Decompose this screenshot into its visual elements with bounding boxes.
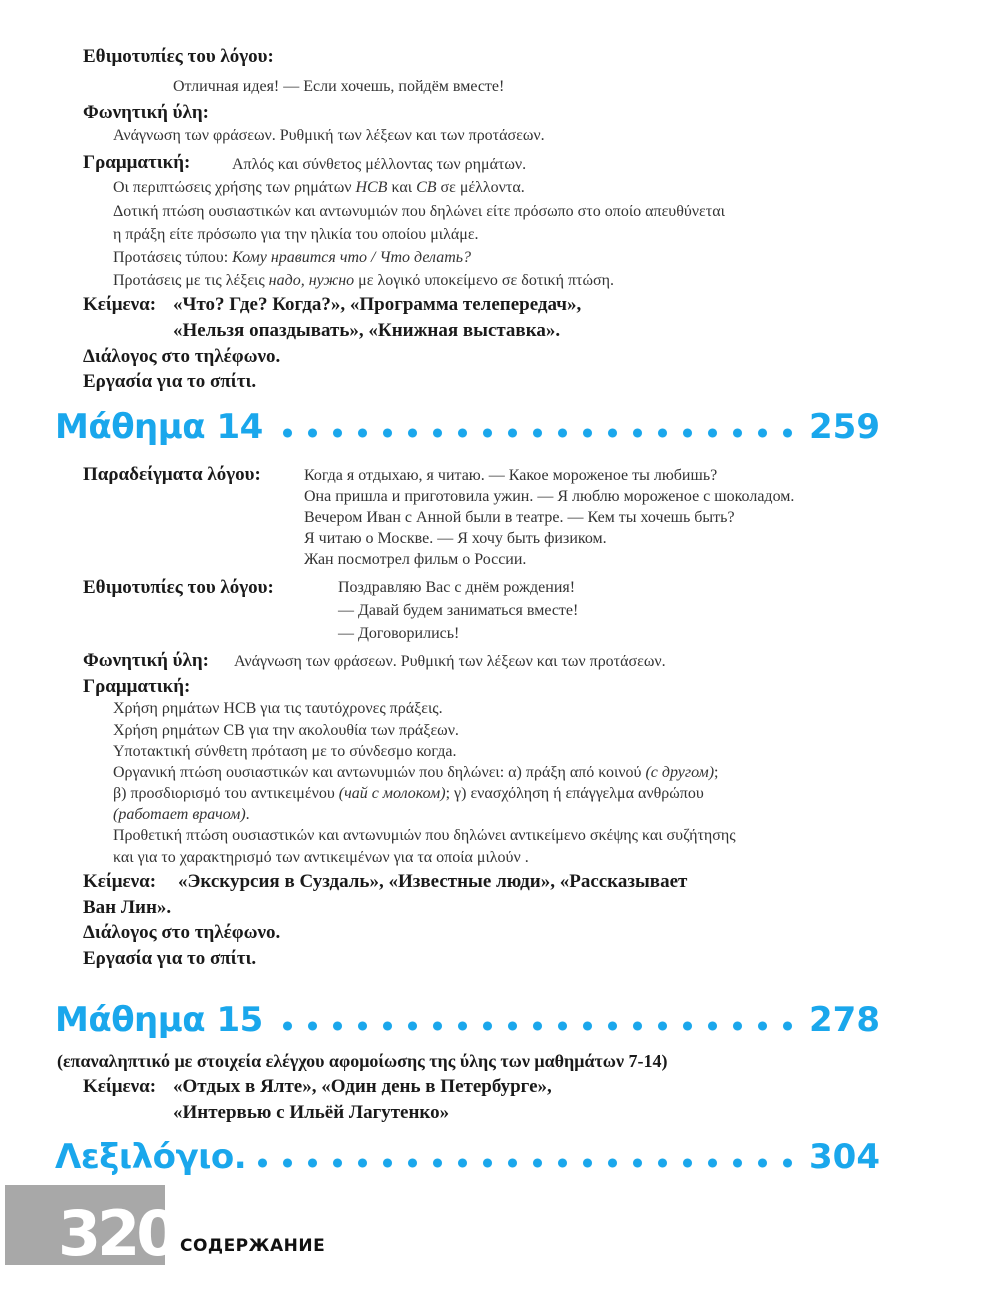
example-line: Жан посмотрел фильм о России. [304, 551, 527, 568]
footer-section-title: СОДЕРЖАНИЕ [180, 1236, 326, 1256]
texts-line: «Что? Где? Когда?», «Программа телепередач», [173, 294, 582, 315]
idiom-line: Поздравляю Вас с днём рождения! [338, 579, 576, 596]
grammar-first-line: Απλός και σύνθετος μέλλοντας των ρημάτων. [232, 156, 527, 173]
grammar-line: η πράξη είτε πρόσωπο για την ηλικία του οποίου μιλάμε. [113, 226, 479, 243]
phonetics-label: Φωνητική ύλη: [83, 650, 209, 671]
text-span: Προτάσεις τύπου: [113, 249, 233, 266]
texts-label: Κείμενα: [83, 294, 157, 315]
dot-leader [275, 1021, 797, 1031]
idioms-label: Εθιμοτυπίες του λόγου: [83, 46, 274, 67]
grammar-line [113, 806, 250, 824]
grammar-label: Γραμματική: [83, 676, 191, 697]
texts-line: «Отдых в Ялте», «Один день в Петербурге», [173, 1076, 552, 1097]
page-number: 304 [809, 1137, 880, 1177]
example-line: Вечером Иван с Анной были в театре. — Кем ты хочешь быть? [304, 509, 735, 526]
grammar-line [113, 764, 719, 782]
grammar-line [113, 249, 471, 267]
homework-line: Εργασία για το σπίτι. [83, 371, 257, 392]
italic-span: Кому нравится что / Что делать? [232, 249, 472, 266]
dialogue-line: Διάλογος στο τηλέφωνο. [83, 346, 281, 367]
grammar-line: Υποτακτική σύνθετη πρόταση με το σύνδεσμο когда. [113, 743, 457, 760]
homework-line: Εργασία για το σπίτι. [83, 948, 257, 969]
idiom-line: — Договорились! [338, 625, 460, 642]
grammar-line: Χρήση ρημάτων НСВ για τις ταυτόχρονες πράξεις. [113, 700, 443, 717]
phonetics-text: Ανάγνωση των φράσεων. Ρυθμική των λέξεων και των προτάσεων. [234, 653, 666, 670]
text-span: ; γ) ενασχόληση ή επάγγελμα ανθρώπου [445, 785, 704, 802]
grammar-line: και για το χαρακτηρισμό των αντικειμένων για τα οποία μιλούν . [113, 849, 529, 866]
idioms-label: Εθιμοτυπίες του λόγου: [83, 577, 274, 598]
texts-label: Κείμενα: [83, 1076, 157, 1097]
text-span: σε μέλλοντα. [436, 179, 525, 196]
dot-leader [250, 1158, 797, 1168]
text-span: . [245, 806, 250, 823]
page-number: 278 [809, 1000, 880, 1040]
grammar-label: Γραμματική: [83, 152, 191, 173]
text-span: ; [714, 764, 719, 781]
phonetics-text: Ανάγνωση των φράσεων. Ρυθμική των λέξεων και των προτάσεων. [113, 127, 545, 144]
example-line: Когда я отдыхаю, я читаю. — Какое мороженое ты любишь? [304, 467, 718, 484]
example-line: Я читаю о Москве. — Я хочу быть физиком. [304, 530, 607, 547]
dialogue-line: Διάλογος στο τηλέφωνο. [83, 922, 281, 943]
italic-span: СВ [416, 179, 437, 196]
examples-label: Παραδείγματα λόγου: [83, 464, 261, 485]
toc-entry-lesson-15[interactable] [55, 996, 880, 1044]
text-span: με λογικό υποκείμενο σε δοτική πτώση. [354, 272, 615, 289]
text-span: και [387, 179, 417, 196]
text-span: Οι περιπτώσεις χρήσης των ρημάτων [113, 179, 356, 196]
grammar-line: Δοτική πτώση ουσιαστικών και αντωνυμιών που δηλώνει είτε πρόσωπο στο οποίο απευθύνεται [113, 203, 725, 220]
toc-entry-lesson-14[interactable] [55, 403, 880, 451]
grammar-line: Προθετική πτώση ουσιαστικών και αντωνυμιών που δηλώνει αντικείμενο σκέψης και συζήτησης [113, 827, 736, 844]
idiom-line: — Давай будем заниматься вместе! [338, 602, 579, 619]
texts-line: Ван Лин». [83, 897, 172, 918]
dot-leader [275, 428, 797, 438]
text-span: Οργανική πτώση ουσιαστικών και αντωνυμιών που δηλώνει: α) πράξη από κοινού [113, 764, 646, 781]
grammar-line [113, 272, 614, 290]
italic-span: НСВ [355, 179, 388, 196]
example-line: Она пришла и приготовила ужин. — Я люблю мороженое с шоколадом. [304, 488, 795, 505]
lesson-subtitle: (επαναληπτικό με στοιχεία ελέγχου αφομοίωσης της ύλης των μαθημάτων 7-14) [57, 1051, 668, 1071]
footer-page-number: 320 [58, 1203, 176, 1265]
glossary-title: Λεξιλόγιο. [55, 1137, 247, 1177]
toc-entry-glossary[interactable] [55, 1133, 880, 1181]
grammar-line [113, 785, 704, 803]
lesson-title: Μάθημα 15 [55, 1000, 263, 1040]
idioms-text: Отличная идея! — Если хочешь, пойдём вместе! [173, 78, 505, 95]
italic-span: (с другом) [645, 764, 715, 781]
page-number: 259 [809, 407, 880, 447]
text-span: Προτάσεις με τις λέξεις [113, 272, 269, 289]
phonetics-label: Φωνητική ύλη: [83, 102, 209, 123]
texts-label: Κείμενα: [83, 871, 157, 892]
text-span: β) προσδιορισμό του αντικειμένου [113, 785, 339, 802]
italic-span: (работает врачом) [113, 806, 246, 823]
grammar-line: Χρήση ρημάτων СВ για την ακολουθία των πράξεων. [113, 722, 459, 739]
texts-line: «Нельзя опаздывать», «Книжная выставка». [173, 320, 561, 341]
texts-line: «Интервью с Ильёй Лагутенко» [173, 1102, 450, 1123]
lesson-title: Μάθημα 14 [55, 407, 263, 447]
italic-span: (чай с молоком) [338, 785, 446, 802]
texts-line: «Экскурсия в Суздаль», «Известные люди», «Рассказывает [178, 871, 688, 892]
italic-span: надо, нужно [268, 272, 355, 289]
grammar-line [113, 179, 525, 197]
